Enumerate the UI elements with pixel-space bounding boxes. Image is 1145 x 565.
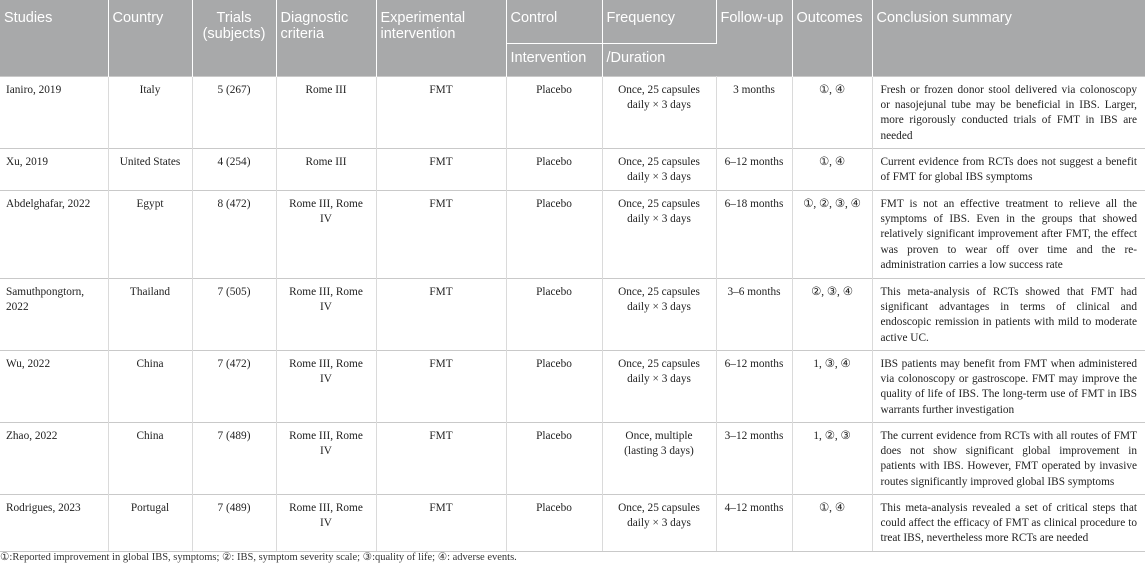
cell-criteria: Rome III, Rome IV — [276, 351, 376, 423]
header-country: Country — [108, 0, 192, 77]
cell-control: Placebo — [506, 495, 602, 552]
header-studies: Studies — [0, 0, 108, 77]
cell-trials: 7 (489) — [192, 495, 276, 552]
cell-study: Zhao, 2022 — [0, 423, 108, 495]
header-conclusion-summary: Conclusion summary — [872, 0, 1145, 77]
cell-intervention: FMT — [376, 77, 506, 149]
cell-trials: 7 (489) — [192, 423, 276, 495]
cell-criteria: Rome III — [276, 77, 376, 149]
cell-criteria: Rome III, Rome IV — [276, 495, 376, 552]
cell-outcomes: ①, ②, ③, ④ — [792, 191, 872, 279]
table-row — [0, 149, 1145, 191]
cell-frequency: Once, 25 capsules daily × 3 days — [602, 191, 716, 279]
cell-criteria: Rome III, Rome IV — [276, 191, 376, 279]
cell-intervention: FMT — [376, 351, 506, 423]
cell-intervention: FMT — [376, 191, 506, 279]
header-control: Control — [506, 0, 602, 44]
cell-outcomes: ①, ④ — [792, 495, 872, 552]
cell-criteria: Rome III, Rome IV — [276, 423, 376, 495]
table-header — [0, 0, 1145, 77]
header-trials: Trials (subjects) — [192, 0, 276, 77]
cell-outcomes: 1, ②, ③ — [792, 423, 872, 495]
cell-intervention: FMT — [376, 495, 506, 552]
cell-control: Placebo — [506, 77, 602, 149]
cell-country: China — [108, 423, 192, 495]
cell-follow-up: 4–12 months — [716, 495, 792, 552]
cell-conclusion: FMT is not an effective treatment to relieve all the symptoms of IBS. Even in the groups that showed relatively significant improvement after FMT, the effect was proven to wear off over time and the re-administration carries a low success rate — [872, 191, 1145, 279]
cell-conclusion: Current evidence from RCTs does not suggest a benefit of FMT for global IBS symptoms — [872, 149, 1145, 191]
cell-control: Placebo — [506, 191, 602, 279]
cell-country: Thailand — [108, 279, 192, 351]
cell-country: Portugal — [108, 495, 192, 552]
cell-country: United States — [108, 149, 192, 191]
cell-study: Ianiro, 2019 — [0, 77, 108, 149]
cell-study: Wu, 2022 — [0, 351, 108, 423]
cell-intervention: FMT — [376, 279, 506, 351]
cell-follow-up: 3 months — [716, 77, 792, 149]
header-outcomes: Outcomes — [792, 0, 872, 77]
cell-conclusion: Fresh or frozen donor stool delivered via colonoscopy or nasojejunal tube may be beneficial in IBS. Larger, more rigorously conducted trials of FMT in IBS are needed — [872, 77, 1145, 149]
cell-outcomes: ①, ④ — [792, 77, 872, 149]
cell-frequency: Once, 25 capsules daily × 3 days — [602, 351, 716, 423]
cell-control: Placebo — [506, 351, 602, 423]
cell-study: Xu, 2019 — [0, 149, 108, 191]
header-frequency-duration: /Duration — [602, 44, 716, 77]
cell-conclusion: IBS patients may benefit from FMT when administered via colonoscopy or gastroscope. FMT may improve the quality of life of IBS. The long-term use of FMT in IBS warrants further investigation — [872, 351, 1145, 423]
cell-outcomes: ②, ③, ④ — [792, 279, 872, 351]
table-row — [0, 495, 1145, 552]
cell-control: Placebo — [506, 279, 602, 351]
cell-control: Placebo — [506, 423, 602, 495]
cell-intervention: FMT — [376, 149, 506, 191]
header-experimental-intervention: Experimental intervention — [376, 0, 506, 77]
cell-conclusion: The current evidence from RCTs with all routes of FMT does not show significant global improvement in patients with IBS. However, FMT operated by invasive routes significantly improved global IBS symptoms — [872, 423, 1145, 495]
header-follow-up: Follow-up — [716, 0, 792, 77]
header-diagnostic-criteria: Diagnostic criteria — [276, 0, 376, 77]
table-body — [0, 77, 1145, 552]
cell-frequency: Once, 25 capsules daily × 3 days — [602, 149, 716, 191]
header-control-intervention: Intervention — [506, 44, 602, 77]
cell-criteria: Rome III — [276, 149, 376, 191]
cell-follow-up: 6–12 months — [716, 149, 792, 191]
cell-study: Abdelghafar, 2022 — [0, 191, 108, 279]
cell-country: China — [108, 351, 192, 423]
cell-outcomes: ①, ④ — [792, 149, 872, 191]
cell-frequency: Once, 25 capsules daily × 3 days — [602, 279, 716, 351]
table-row — [0, 423, 1145, 495]
cell-follow-up: 6–18 months — [716, 191, 792, 279]
table-row — [0, 77, 1145, 149]
table-row — [0, 191, 1145, 279]
cell-study: Rodrigues, 2023 — [0, 495, 108, 552]
cell-intervention: FMT — [376, 423, 506, 495]
cell-follow-up: 3–12 months — [716, 423, 792, 495]
cell-trials: 7 (472) — [192, 351, 276, 423]
cell-trials: 4 (254) — [192, 149, 276, 191]
cell-follow-up: 6–12 months — [716, 351, 792, 423]
cell-frequency: Once, 25 capsules daily × 3 days — [602, 77, 716, 149]
table-footnote: ①:Reported improvement in global IBS, symptoms; ②: IBS, symptom severity scale; ③:quality of life; ④: adverse events. — [0, 552, 517, 563]
cell-frequency: Once, 25 capsules daily × 3 days — [602, 495, 716, 552]
cell-country: Italy — [108, 77, 192, 149]
cell-trials: 8 (472) — [192, 191, 276, 279]
cell-conclusion: This meta-analysis of RCTs showed that FMT had significant advantages in terms of clinical and endoscopic remission in patients with mild to moderate active UC. — [872, 279, 1145, 351]
cell-follow-up: 3–6 months — [716, 279, 792, 351]
cell-trials: 7 (505) — [192, 279, 276, 351]
header-frequency: Frequency — [602, 0, 716, 44]
table-row — [0, 351, 1145, 423]
cell-frequency: Once, multiple (lasting 3 days) — [602, 423, 716, 495]
cell-country: Egypt — [108, 191, 192, 279]
cell-study: Samuthpongtorn, 2022 — [0, 279, 108, 351]
cell-trials: 5 (267) — [192, 77, 276, 149]
cell-outcomes: 1, ③, ④ — [792, 351, 872, 423]
cell-control: Placebo — [506, 149, 602, 191]
cell-criteria: Rome III, Rome IV — [276, 279, 376, 351]
table-row — [0, 279, 1145, 351]
cell-conclusion: This meta-analysis revealed a set of critical steps that could affect the efficacy of FMT as clinical procedure to treat IBS, nevertheless more RCTs are needed — [872, 495, 1145, 552]
